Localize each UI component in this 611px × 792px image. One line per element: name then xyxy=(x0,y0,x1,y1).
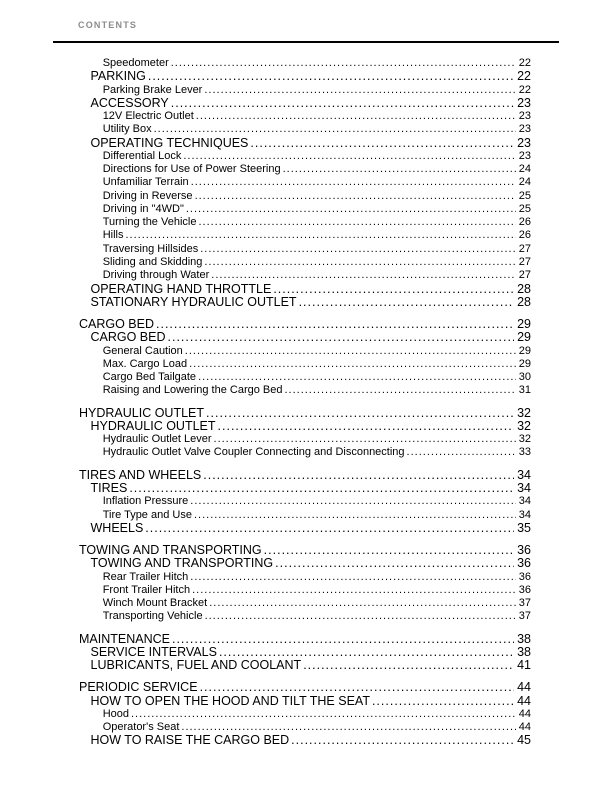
toc-entry xyxy=(79,681,531,694)
toc-entry xyxy=(91,695,532,708)
toc-entry-title: OPERATING TECHNIQUES xyxy=(90,135,249,150)
dot-leader xyxy=(206,407,514,420)
dot-leader xyxy=(145,522,514,535)
toc-entry-title: WHEELS xyxy=(90,520,144,535)
toc-entry xyxy=(91,97,532,110)
toc-entry-title: Driving through Water xyxy=(102,269,210,282)
dot-leader xyxy=(185,345,516,358)
toc-entry-page: 32 xyxy=(517,418,531,433)
toc-entry-title: HYDRAULIC OUTLET xyxy=(79,405,205,420)
toc-entry xyxy=(103,84,531,97)
toc-entry-title: Front Trailer Hitch xyxy=(102,583,191,596)
toc-entry-page: 36 xyxy=(518,570,531,583)
dot-leader xyxy=(250,137,514,150)
toc-entry-page: 32 xyxy=(518,433,531,446)
dot-leader xyxy=(190,495,515,508)
toc-entry-page: 32 xyxy=(517,405,531,420)
dot-leader xyxy=(171,97,514,110)
toc-entry xyxy=(103,371,531,384)
dot-leader xyxy=(218,420,515,433)
toc-entry-title: Hydraulic Outlet Valve Coupler Connecting and Disconnecting xyxy=(102,446,405,459)
toc-entry xyxy=(79,318,531,331)
dot-leader xyxy=(200,681,515,694)
dot-leader xyxy=(156,318,514,331)
toc-entry-title: Utility Box xyxy=(102,123,152,136)
toc-entry-page: 38 xyxy=(517,644,531,659)
toc-entry-title: 12V Electric Outlet xyxy=(102,110,194,123)
toc-entry xyxy=(103,433,531,446)
toc-entry-title: Inflation Pressure xyxy=(102,495,189,508)
toc-entry-page: 22 xyxy=(518,83,531,96)
dot-leader xyxy=(275,557,514,570)
toc-entry-title: Speedometer xyxy=(102,57,169,69)
dot-leader xyxy=(299,296,515,309)
toc-entry-page: 28 xyxy=(517,294,531,309)
toc-entry-title: ACCESSORY xyxy=(90,95,169,110)
toc-entry xyxy=(103,610,531,623)
header-rule xyxy=(53,41,559,43)
toc-entry-page: 44 xyxy=(518,721,531,734)
dot-leader xyxy=(129,482,514,495)
dot-leader xyxy=(200,243,516,256)
toc-entry-title: Directions for Use of Power Steering xyxy=(102,163,281,176)
toc-entry-page: 23 xyxy=(517,135,531,150)
toc-entry-page: 27 xyxy=(518,269,531,282)
toc-entry-page: 26 xyxy=(518,229,531,242)
toc-entry xyxy=(103,216,531,229)
dot-leader xyxy=(183,150,515,163)
toc-entry-page: 36 xyxy=(517,543,531,558)
toc-entry xyxy=(103,597,531,610)
dot-leader xyxy=(154,123,516,136)
toc-entry-page: 31 xyxy=(518,384,531,397)
toc-entry-title: TOWING AND TRANSPORTING xyxy=(79,543,262,558)
dot-leader xyxy=(303,659,514,672)
toc-entry-title: Turning the Vehicle xyxy=(102,216,197,229)
toc-entry-page: 22 xyxy=(518,57,531,69)
toc-entry-title: Cargo Bed Tailgate xyxy=(102,371,197,384)
toc-entry-page: 30 xyxy=(518,371,531,384)
toc-entry-page: 33 xyxy=(518,446,531,459)
toc-entry-page: 45 xyxy=(517,733,531,748)
dot-leader xyxy=(171,57,516,70)
toc-entry xyxy=(103,345,531,358)
toc-entry xyxy=(103,721,531,734)
dot-leader xyxy=(211,269,515,282)
toc-entry-title: Max. Cargo Load xyxy=(102,357,188,370)
dot-leader xyxy=(284,384,515,397)
toc-entry-page: 25 xyxy=(518,202,531,215)
toc-entry xyxy=(91,659,532,672)
toc-entry xyxy=(91,557,532,570)
toc-entry-title: SERVICE INTERVALS xyxy=(90,644,217,659)
toc-entry-title: HOW TO RAISE THE CARGO BED xyxy=(90,733,290,748)
toc-entry xyxy=(103,110,531,123)
dot-leader xyxy=(219,646,514,659)
toc-entry xyxy=(91,420,532,433)
toc-entry xyxy=(103,446,531,459)
toc-entry xyxy=(103,123,531,136)
toc-entry-title: LUBRICANTS, FUEL AND COOLANT xyxy=(90,658,302,673)
dot-leader xyxy=(209,597,516,610)
toc-entry-page: 35 xyxy=(517,520,531,535)
toc-entry xyxy=(103,243,531,256)
dot-leader xyxy=(204,256,515,269)
dot-leader xyxy=(203,469,514,482)
toc-entry xyxy=(103,708,531,721)
toc-entry-title: Hills xyxy=(102,229,124,242)
toc-entry-title: Rear Trailer Hitch xyxy=(102,570,189,583)
toc-entry xyxy=(91,522,532,535)
toc-entry-page: 24 xyxy=(518,176,531,189)
toc-entry-title: Differential Lock xyxy=(102,149,182,162)
toc-entry-page: 29 xyxy=(518,344,531,357)
toc-entry-page: 44 xyxy=(517,693,531,708)
toc-entry-page: 28 xyxy=(517,281,531,296)
dot-leader xyxy=(198,216,515,229)
toc-entry xyxy=(103,358,531,371)
dot-leader xyxy=(273,283,514,296)
toc-entry-title: CARGO BED xyxy=(90,330,166,345)
dot-leader xyxy=(168,331,515,344)
dot-leader xyxy=(148,70,514,83)
toc-entry-title: HOW TO OPEN THE HOOD AND TILT THE SEAT xyxy=(90,693,370,708)
toc-entry xyxy=(79,544,531,557)
toc-entry-title: Winch Mount Bracket xyxy=(102,597,208,610)
toc-entry-page: 38 xyxy=(517,631,531,646)
toc-entry-title: TIRES AND WHEELS xyxy=(79,467,202,482)
dot-leader xyxy=(172,633,514,646)
toc-entry-page: 34 xyxy=(518,508,531,521)
toc-entry xyxy=(91,331,532,344)
dot-leader xyxy=(195,190,516,203)
toc-entry xyxy=(91,482,532,495)
dot-leader xyxy=(214,433,516,446)
toc-entry-title: General Caution xyxy=(102,344,183,357)
toc-entry-page: 29 xyxy=(517,317,531,332)
toc-entry xyxy=(103,163,531,176)
toc-entry-title: MAINTENANCE xyxy=(79,631,170,646)
toc-entry xyxy=(103,190,531,203)
toc-entry-title: Transporting Vehicle xyxy=(102,610,203,623)
toc-entry-title: TIRES xyxy=(90,480,128,495)
running-header-title: CONTENTS xyxy=(78,20,138,30)
toc-entry xyxy=(91,283,532,296)
toc-entry-title: Sliding and Skidding xyxy=(102,255,203,268)
toc-entry xyxy=(91,70,532,83)
toc-entry-page: 34 xyxy=(518,495,531,508)
dot-leader xyxy=(125,229,515,242)
dot-leader xyxy=(205,610,516,623)
toc-entry xyxy=(103,509,531,522)
toc-entry-title: Parking Brake Lever xyxy=(102,83,203,96)
toc-entry xyxy=(79,469,531,482)
toc-entry-title: Hydraulic Outlet Lever xyxy=(102,433,212,446)
toc-entry-title: Unfamiliar Terrain xyxy=(102,176,189,189)
toc-entry-title: OPERATING HAND THROTTLE xyxy=(90,281,272,296)
toc-entry-title: Tire Type and Use xyxy=(102,508,192,521)
toc-entry xyxy=(103,150,531,163)
toc-entry xyxy=(103,571,531,584)
dot-leader xyxy=(198,371,516,384)
toc-entry-page: 29 xyxy=(517,330,531,345)
toc-entry-page: 24 xyxy=(518,163,531,176)
dot-leader xyxy=(407,446,516,459)
toc-entry-page: 37 xyxy=(518,597,531,610)
toc-entry-title: PARKING xyxy=(90,69,146,84)
toc-entry-page: 36 xyxy=(518,583,531,596)
toc-entry xyxy=(103,256,531,269)
dot-leader xyxy=(191,176,516,189)
toc-entry-title: Driving in Reverse xyxy=(102,189,193,202)
toc-entry-page: 37 xyxy=(518,610,531,623)
toc-entry xyxy=(91,137,532,150)
dot-leader xyxy=(194,509,516,522)
toc-entry-title: HYDRAULIC OUTLET xyxy=(90,418,216,433)
toc-entry-page: 34 xyxy=(517,480,531,495)
dot-leader xyxy=(196,110,516,123)
dot-leader xyxy=(186,203,516,216)
toc-entry-page: 27 xyxy=(518,255,531,268)
toc-entry-page: 29 xyxy=(518,357,531,370)
toc-entry-title: Hood xyxy=(102,707,129,720)
toc-entry-title: Traversing Hillsides xyxy=(102,242,199,255)
toc-entry xyxy=(79,407,531,420)
toc-entry-page: 22 xyxy=(517,69,531,84)
toc-entry xyxy=(103,203,531,216)
toc-entry-title: Raising and Lowering the Cargo Bed xyxy=(102,384,283,397)
toc-entry-title: Operator's Seat xyxy=(102,721,180,734)
dot-leader xyxy=(204,84,515,97)
dot-leader xyxy=(283,163,516,176)
dot-leader xyxy=(189,358,516,371)
toc-entry-page: 27 xyxy=(518,242,531,255)
dot-leader xyxy=(372,695,514,708)
toc-entry xyxy=(91,646,532,659)
toc-entry xyxy=(103,495,531,508)
toc-entry-page: 36 xyxy=(517,556,531,571)
toc-entry xyxy=(91,734,532,747)
toc-entry xyxy=(103,584,531,597)
dot-leader xyxy=(291,734,514,747)
toc-entry-page: 23 xyxy=(517,95,531,110)
dot-leader xyxy=(131,708,516,721)
dot-leader xyxy=(192,584,516,597)
toc-entry-page: 44 xyxy=(517,680,531,695)
toc-entry-page: 23 xyxy=(518,123,531,136)
toc-entry-title: CARGO BED xyxy=(79,317,155,332)
toc-entry-page: 25 xyxy=(518,189,531,202)
dot-leader xyxy=(190,571,515,584)
toc-entry-page: 23 xyxy=(518,110,531,123)
toc-entry-page: 41 xyxy=(517,658,531,673)
toc-entry-title: PERIODIC SERVICE xyxy=(79,680,198,695)
toc-entry xyxy=(103,229,531,242)
toc-entry xyxy=(91,296,532,309)
toc-entry xyxy=(103,176,531,189)
toc-entry-page: 34 xyxy=(517,467,531,482)
dot-leader xyxy=(181,721,515,734)
table-of-contents xyxy=(0,57,611,748)
toc-entry-title: Driving in "4WD" xyxy=(102,202,184,215)
dot-leader xyxy=(264,544,514,557)
toc-entry xyxy=(103,269,531,282)
toc-entry-page: 23 xyxy=(518,149,531,162)
toc-entry xyxy=(103,57,531,70)
toc-entry-page: 26 xyxy=(518,216,531,229)
toc-entry-title: TOWING AND TRANSPORTING xyxy=(90,556,274,571)
toc-entry xyxy=(79,633,531,646)
toc-entry-title: STATIONARY HYDRAULIC OUTLET xyxy=(90,294,297,309)
toc-entry xyxy=(103,384,531,397)
toc-entry-page: 44 xyxy=(518,707,531,720)
